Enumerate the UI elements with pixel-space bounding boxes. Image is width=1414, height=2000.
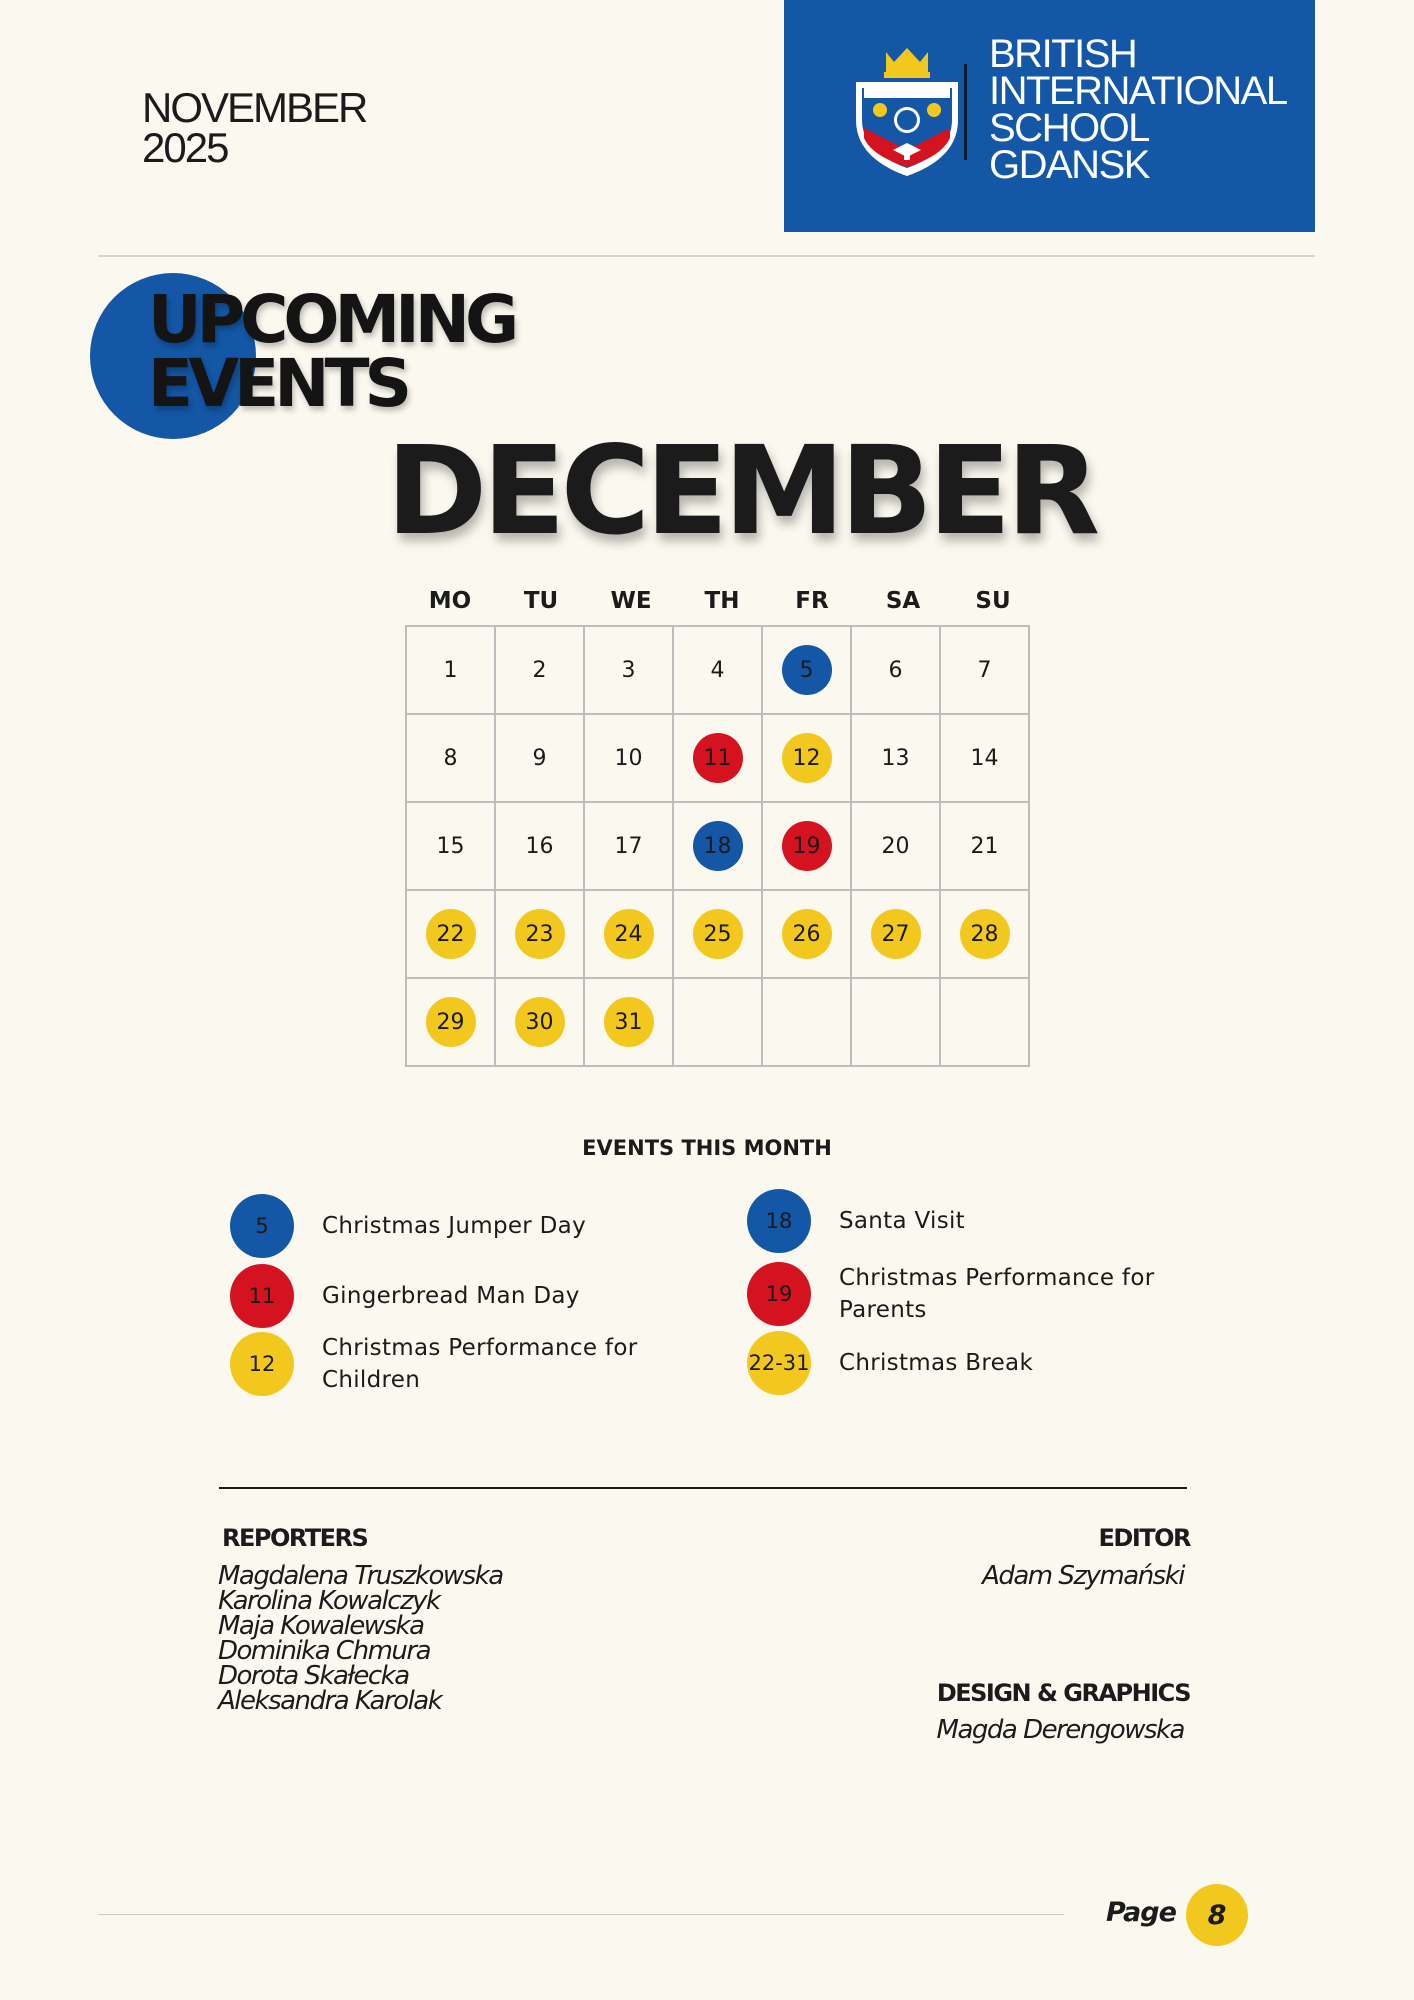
event-item [230, 1264, 662, 1328]
calendar-cell [763, 803, 852, 891]
issue-month: NOVEMBER [142, 84, 367, 131]
weekday-label: TU [523, 588, 559, 614]
reporters-heading: REPORTERS [222, 1524, 368, 1552]
calendar-cell [852, 891, 941, 979]
calendar-day-highlighted: 29 [426, 997, 476, 1047]
calendar-day: 1 [443, 657, 458, 683]
event-item [230, 1194, 662, 1258]
calendar-day: 2 [532, 657, 547, 683]
school-name-line-3: SCHOOL [989, 106, 1149, 150]
design-heading: DESIGN & GRAPHICS [936, 1679, 1190, 1707]
calendar-day-highlighted: 24 [604, 909, 654, 959]
header-divider [98, 255, 1315, 257]
calendar-day-highlighted: 18 [693, 821, 743, 871]
calendar-cell [496, 715, 585, 803]
event-label: Santa Visit [839, 1208, 966, 1234]
school-crest-icon [850, 46, 964, 178]
event-item [747, 1331, 1179, 1395]
calendar-day: 16 [525, 833, 554, 859]
page-number-badge: 8 [1186, 1884, 1248, 1946]
issue-year: 2025 [142, 124, 228, 171]
event-item [747, 1189, 1179, 1253]
calendar-cell [941, 979, 1030, 1067]
event-date-badge: 19 [747, 1262, 811, 1326]
event-date-badge: 11 [230, 1264, 294, 1328]
calendar-cell [496, 979, 585, 1067]
calendar-day: 8 [443, 745, 458, 771]
calendar-cell [674, 627, 763, 715]
weekday-label: SU [975, 588, 1011, 614]
calendar-day: 20 [881, 833, 910, 859]
school-name-line-4: GDANSK [989, 143, 1149, 187]
weekday-label: TH [704, 588, 740, 614]
calendar-cell [496, 891, 585, 979]
calendar-cell [941, 627, 1030, 715]
reporter-name: Karolina Kowalczyk [218, 1586, 440, 1616]
editor-heading: EDITOR [1098, 1524, 1190, 1552]
event-label: Christmas Break [839, 1350, 1034, 1376]
calendar-cell [496, 627, 585, 715]
calendar-day-highlighted: 22 [426, 909, 476, 959]
calendar-day: 6 [888, 657, 903, 683]
calendar-day-highlighted: 11 [693, 733, 743, 783]
calendar-day-highlighted: 12 [782, 733, 832, 783]
calendar-cell [941, 715, 1030, 803]
calendar-cell [852, 803, 941, 891]
banner-divider [964, 64, 967, 160]
event-label: Christmas Jumper Day [322, 1213, 586, 1239]
calendar-cell [407, 715, 496, 803]
calendar-cell [407, 803, 496, 891]
reporter-name: Dorota Skałecka [218, 1661, 409, 1691]
calendar-cell [585, 979, 674, 1067]
calendar-cell [674, 979, 763, 1067]
calendar-grid [405, 625, 1030, 1067]
calendar-cell [763, 891, 852, 979]
school-name [989, 32, 1287, 187]
section-title-line-1: UPCOMING [148, 281, 515, 358]
event-item [747, 1262, 1179, 1326]
calendar-cell [763, 979, 852, 1067]
calendar-cell [496, 803, 585, 891]
event-label: Gingerbread Man Day [322, 1283, 580, 1309]
calendar-cell [407, 627, 496, 715]
credits-divider [219, 1487, 1187, 1489]
calendar-cell [407, 891, 496, 979]
calendar-cell [585, 803, 674, 891]
event-date-badge: 5 [230, 1194, 294, 1258]
weekday-label: WE [610, 588, 652, 614]
calendar-day-highlighted: 5 [782, 645, 832, 695]
calendar-cell [941, 803, 1030, 891]
calendar-weekdays [405, 588, 1037, 618]
calendar-cell [407, 979, 496, 1067]
calendar-day-highlighted: 26 [782, 909, 832, 959]
calendar-day-highlighted: 19 [782, 821, 832, 871]
calendar-day: 21 [970, 833, 999, 859]
event-item [230, 1332, 662, 1396]
calendar-cell [674, 803, 763, 891]
reporter-name: Dominika Chmura [218, 1636, 430, 1666]
calendar-cell [852, 715, 941, 803]
calendar-cell [763, 627, 852, 715]
event-date-badge: 22-31 [747, 1331, 811, 1395]
calendar-day: 9 [532, 745, 547, 771]
calendar-day: 13 [881, 745, 910, 771]
weekday-label: SA [885, 588, 921, 614]
designer-name: Magda Derengowska [936, 1715, 1184, 1745]
event-date-badge: 12 [230, 1332, 294, 1396]
calendar-cell [585, 715, 674, 803]
editor-name: Adam Szymański [982, 1561, 1184, 1591]
calendar-day-highlighted: 31 [604, 997, 654, 1047]
event-label: Christmas Performance for Parents [839, 1265, 1155, 1323]
calendar-cell [674, 891, 763, 979]
reporter-name: Aleksandra Karolak [218, 1686, 442, 1716]
calendar-month-title: DECEMBER [386, 420, 1096, 562]
issue-date [142, 84, 367, 171]
section-title-line-2: EVENTS [148, 345, 408, 422]
weekday-label: FR [795, 588, 829, 614]
calendar-day-highlighted: 30 [515, 997, 565, 1047]
events-heading: EVENTS THIS MONTH [582, 1136, 832, 1160]
calendar-cell [585, 891, 674, 979]
reporter-name: Magdalena Truszkowska [218, 1561, 503, 1591]
calendar-cell [763, 715, 852, 803]
calendar-cell [585, 627, 674, 715]
calendar-day: 3 [621, 657, 636, 683]
event-label: Christmas Performance for Children [322, 1335, 638, 1393]
calendar-day: 14 [970, 745, 999, 771]
calendar-cell [674, 715, 763, 803]
calendar-cell [852, 979, 941, 1067]
school-banner [784, 0, 1315, 232]
footer-divider [98, 1914, 1064, 1915]
calendar-day: 17 [614, 833, 643, 859]
weekday-label: MO [428, 588, 472, 614]
reporter-name: Maja Kowalewska [218, 1611, 424, 1641]
event-date-badge: 18 [747, 1189, 811, 1253]
page-label: Page [1106, 1897, 1176, 1928]
calendar-day: 4 [710, 657, 725, 683]
calendar-day-highlighted: 25 [693, 909, 743, 959]
calendar-day-highlighted: 23 [515, 909, 565, 959]
calendar-cell [852, 627, 941, 715]
calendar-day-highlighted: 28 [960, 909, 1010, 959]
calendar-day: 10 [614, 745, 643, 771]
reporters-list [218, 1561, 503, 1716]
calendar-day: 7 [977, 657, 992, 683]
school-name-line-1: BRITISH [989, 32, 1137, 76]
calendar-cell [941, 891, 1030, 979]
school-name-line-2: INTERNATIONAL [989, 69, 1287, 113]
calendar-day: 15 [436, 833, 465, 859]
calendar-day-highlighted: 27 [871, 909, 921, 959]
section-title [148, 281, 515, 422]
